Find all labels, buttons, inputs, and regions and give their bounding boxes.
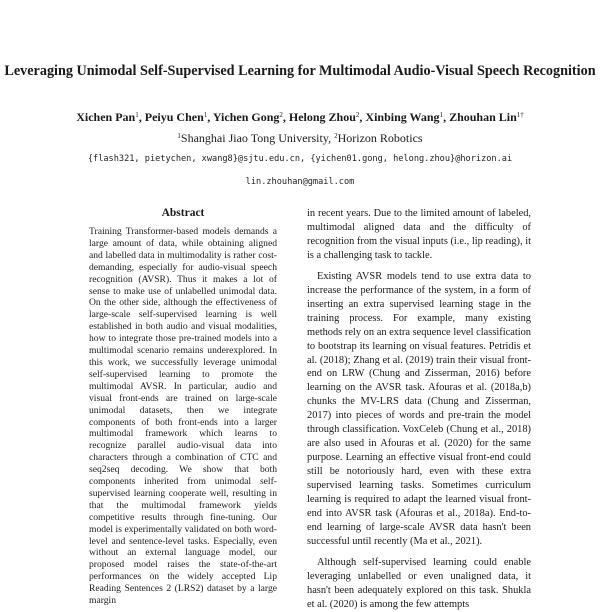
author-name: Xinbing Wang (365, 110, 440, 124)
affiliations (0, 128, 600, 146)
affiliation-mark: 2 (334, 132, 338, 140)
author-name: Peiyu Chen (144, 110, 204, 124)
body-paragraph: in recent years. Due to the limited amount of labeled, multimodal aligned data and the difficulty of recognition from the visual inputs (i.e., lip reading), it is a challenging task to tackle. (307, 208, 531, 261)
author-affiliation-mark: 2 (279, 111, 283, 119)
author-name: Zhouhan Lin (449, 110, 517, 124)
body-paragraph: Existing AVSR models tend to use extra data to increase the performance of the system, in a form of inserting an extra supervised learning stage in the training process. For example, many existing methods rely on an extra sequence level classification to bootstrap its learning on visual features. Petridis et al. (2018); Zhang et al. (2019) train their visual front-end on LRW (Chung and Zisserman, 2016) before learning on the AVSR task. Afouras et al. (2018a,b) chunks the MV-LRS data (Chung and Zisserman, 2017) into pieces of words and pre-train the model through classification. VoxCeleb (Chung et al., 2018) are also used in Afouras et al. (2020) for the same purpose. Learning an effective visual front-end could still be notoriously hard, even with these extra supervised learning tasks. Sometimes curriculum learning is required to adapt the learned visual front-end into AVSR task (Afouras et al., 2018a). End-to-end learning of large-scale AVSR data hasn't been successful until recently (Ma et al., 2021). (307, 270, 531, 547)
affiliation-mark: 1 (177, 132, 181, 140)
author-emails: {flash321, pietychen, xwang8}@sjtu.edu.cn, {yichen01.gong, helong.zhou}@horizon.ai (87, 154, 513, 164)
paper-title: Leveraging Unimodal Self-Supervised Learning for Multimodal Audio-Visual Speech Recognition (4, 63, 596, 79)
author-affiliation-mark: 1† (516, 111, 524, 119)
abstract-heading: Abstract (161, 207, 205, 219)
author-list: Xichen Pan$^1$, Peiyu Chen$^1$, Yichen Gong$^2$, Helong Zhou$^2$, Xinbing Wang$^1$, Zhouhan Lin$^{1\dagger}$ (76, 110, 524, 124)
author-name: Yichen Gong (212, 110, 280, 124)
author-name: Xichen Pan (76, 110, 136, 124)
author-affiliation-mark: 1 (203, 111, 208, 119)
body-column (307, 207, 531, 612)
affiliation-name: Shanghai Jiao Tong University, (180, 131, 335, 145)
abstract-text: Training Transformer-based models demands a large amount of data, while obtaining aligned and labelled data in multimodality is rather cost-demanding, especially for audio-visual speech recognition (AVSR). Thus it makes a lot of sense to make use of unlabelled unimodal data. On the other side, although the effectiveness of large-scale self-supervised learning is well established in both audio and visual modalities, how to integrate those pre-trained models into a multimodal scenario remains underexplored. In this work, we successfully leverage unimodal self-supervised learning to promote the multimodal AVSR. In particular, audio and visual front-ends are trained on large-scale unimodal datasets, then we integrate components of both front-ends into a larger multimodal framework which learns to recognize parallel audio-visual data into characters through a combination of CTC and seq2seq decoding. We show that both components inherited from unimodal self-supervised learning cooperate well, resulting in that the multimodal framework yields competitive results through fine-tuning. Our model is experimentally validated on both word-level and sentence-level tasks. Especially, even without an external language model, our proposed model raises the state-of-the-art performances on the widely accepted Lip Reading Sentences 2 (LRS2) dataset by a large margin (89, 226, 277, 607)
author-affiliation-mark: 1 (439, 111, 444, 119)
author-affiliation-mark: 2 (355, 111, 360, 119)
author-name: Helong Zhou (288, 110, 356, 124)
affiliation-name: Horizon Robotics (337, 131, 423, 145)
body-paragraph: Although self-supervised learning could enable leveraging unlabelled or even unaligned data, it hasn't been adequately explored on this task. Shukla et al. (2020) is among the few attempts (307, 556, 531, 610)
author-affiliation-mark: 1 (135, 111, 139, 119)
author-email-secondary: lin.zhouhan@gmail.com (245, 177, 355, 187)
